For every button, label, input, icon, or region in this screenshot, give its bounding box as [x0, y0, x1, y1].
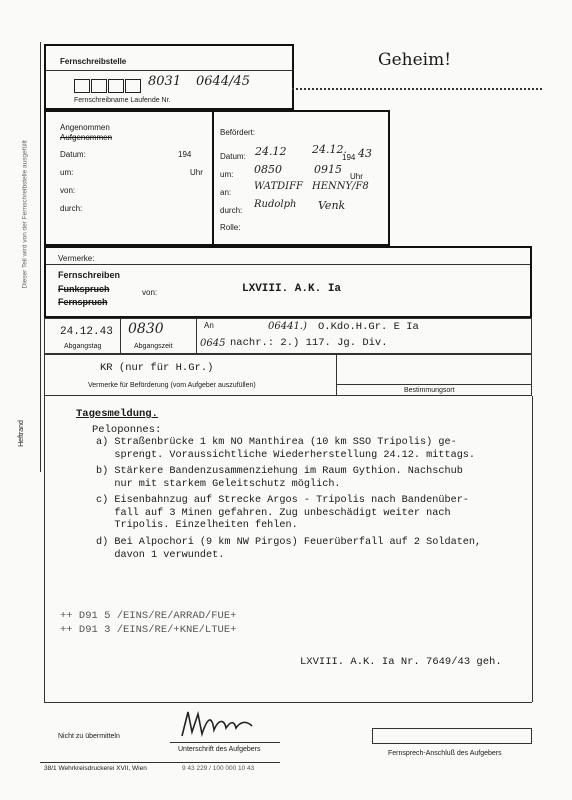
- priority-subline: [336, 384, 532, 385]
- recipient-hand-2: 0645: [200, 338, 226, 349]
- footer-top-rule: [44, 702, 532, 703]
- forwarded-date-label: Datum:: [220, 152, 246, 161]
- forwarded-via-label: durch:: [220, 206, 243, 215]
- printer-note: 38/1 Wehrkreisdruckerei XVII, Wien: [44, 765, 147, 772]
- body-item-a: a) Straßenbrücke 1 km NO Manthirea (10 km SSO Tripolis) ge- sprengt. Voraussichtliche Wiederherstellung 24.12. mittags.: [96, 437, 476, 461]
- type-fernspruch: Fernspruch: [58, 297, 108, 307]
- body-item-c: c) Eisenbahnzug auf Strecke Argos - Tripolis nach Bandenüber- fall auf 3 Minen gefahren. Zug unbeschädigt weiter nach Tripolis. Einzelheiten fehlen.: [96, 495, 469, 532]
- forwarded-to-label: an:: [220, 188, 232, 197]
- date-divider-2: [196, 318, 197, 354]
- not-transmit: Nicht zu übermitteln: [58, 733, 120, 740]
- left-edge-line: [40, 42, 41, 472]
- forwarded-date-2: 24.12.: [312, 143, 347, 156]
- number-hand: 8031: [148, 74, 182, 89]
- priority-caption: Vermerke für Beförderung (vom Aufgeber auszufüllen): [88, 382, 256, 389]
- forwarded-date-1: 24.12: [255, 145, 287, 158]
- priority-row: [44, 354, 532, 396]
- number-caption: Fernschreibname Laufende Nr.: [74, 97, 171, 104]
- phone-box: [372, 728, 532, 744]
- received-via-label: durch:: [60, 204, 83, 213]
- received-date-label: Datum:: [60, 150, 86, 159]
- side-label-heftrand: Heftrand: [17, 420, 25, 447]
- forwarded-via-2: Venk: [318, 199, 346, 212]
- recipient-1: O.Kdo.H.Gr. E Ia: [318, 321, 419, 333]
- message-box: [44, 246, 532, 318]
- body-item-b: b) Stärkere Bandenzusammenziehung im Raum Gythion. Nachschub nur mit starkem Geleitschutz möglich.: [96, 466, 463, 490]
- signature-scribble-icon: [178, 706, 258, 742]
- phone-caption: Fernsprech-Anschluß des Aufgebers: [388, 750, 502, 757]
- digit-boxes: [74, 77, 142, 95]
- to-label: An: [204, 321, 214, 330]
- forwarded-time-1: 0850: [254, 163, 282, 176]
- body-right-rule: [532, 396, 533, 702]
- priority-divider: [336, 354, 337, 396]
- from-label: von:: [142, 288, 158, 297]
- type-funkspruch: Funkspruch: [58, 284, 110, 294]
- destination-caption: Bestimmungsort: [404, 387, 455, 394]
- classification: Geheim!: [378, 50, 452, 70]
- received-divider: [212, 112, 214, 244]
- recipient-hand-1: 06441.): [268, 321, 307, 332]
- sender: LXVIII. A.K. Ia: [242, 283, 342, 295]
- forwarded-role-label: Rolle:: [220, 223, 241, 232]
- message-date: 24.12.43: [60, 326, 113, 338]
- number-hand-2: 0644/45: [196, 74, 251, 89]
- body-item-d: d) Bei Alpochori (9 km NW Pirgos) Feuerüberfall auf 2 Soldaten, davon 1 verwundet.: [96, 537, 482, 561]
- side-note: Dieser Teil wird von der Fernschreibstelle ausgefüllt: [21, 140, 29, 289]
- received-from-label: von:: [60, 186, 76, 195]
- received-uhr: Uhr: [190, 168, 203, 177]
- remarks-label: Vermerke:: [58, 254, 95, 263]
- forwarded-to-1: WATDIFF: [254, 181, 303, 192]
- forwarded-time-2: 0915: [314, 163, 342, 176]
- time-caption: Abgangszeit: [134, 343, 173, 350]
- header-divider: [46, 70, 292, 71]
- signature-rule: [170, 742, 280, 743]
- office-label: Fernschreibstelle: [60, 57, 127, 66]
- signature-line: LXVIII. A.K. Ia Nr. 7649/43 geh.: [300, 656, 502, 668]
- date-caption: Abgangstag: [64, 343, 102, 350]
- signature-scribble: [178, 706, 258, 747]
- body-region: Peloponnes:: [92, 424, 162, 436]
- forwarded-time-label: um:: [220, 170, 234, 179]
- recipient-2: nachr.: 2.) 117. Jg. Div.: [230, 337, 388, 349]
- received-title-1: Angenommen: [60, 123, 110, 132]
- date-divider-1: [120, 318, 121, 354]
- received-time-label: um:: [60, 168, 74, 177]
- received-title-2: Aufgenommen: [60, 133, 113, 142]
- printer-rule: [40, 762, 280, 763]
- routing-line-1: ++ D91 5 /EINS/RE/ARRAD/FUE+: [60, 610, 237, 622]
- printer-note-2: 9 43 229 / 100 000 10 43: [182, 765, 255, 772]
- routing-line-2: ++ D91 3 /EINS/RE/+KNE/LTUE+: [60, 624, 237, 636]
- strike-line: [292, 88, 542, 90]
- priority: KR (nur für H.Gr.): [100, 362, 214, 374]
- type-fernschreiben: Fernschreiben: [58, 270, 121, 280]
- message-time: 0830: [128, 321, 164, 337]
- forwarded-via-1: Rudolph: [254, 199, 297, 210]
- signature-caption: Unterschrift des Aufgebers: [178, 746, 261, 753]
- body-left-rule: [44, 396, 45, 702]
- forwarded-uhr: Uhr: [350, 172, 363, 181]
- forwarded-year-hand: 43: [358, 147, 372, 160]
- body-title: Tagesmeldung.: [76, 408, 158, 420]
- forwarded-to-2: HENNY/F8: [312, 181, 369, 192]
- received-year: 194: [178, 150, 192, 159]
- forwarded-year: 194: [342, 153, 356, 162]
- remarks-divider: [46, 264, 530, 265]
- forwarded-title: Befördert:: [220, 128, 256, 137]
